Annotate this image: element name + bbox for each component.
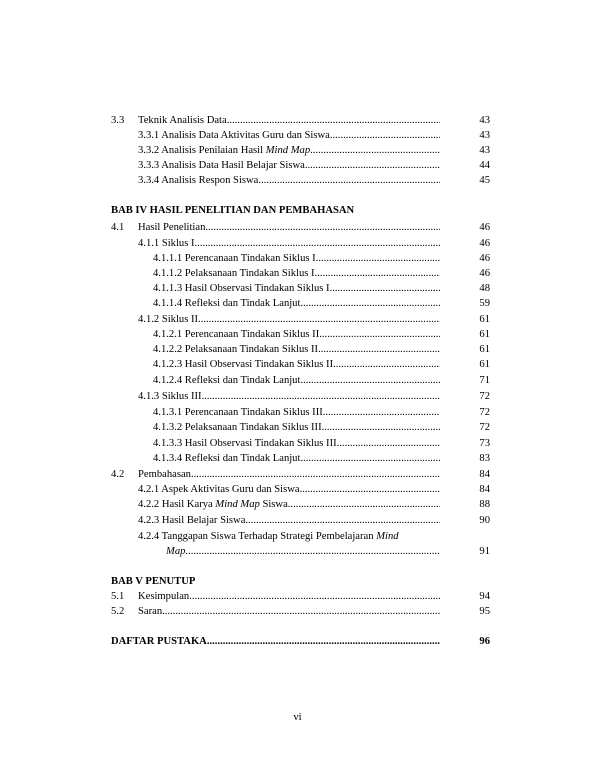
toc-entry-page: 72: [479, 407, 490, 418]
toc-entry-label: 4.1.3.4 Refleksi dan Tindak Lanjut .....: [153, 451, 440, 466]
toc-entry-page: 71: [479, 375, 490, 386]
toc-entry-label: 4.2.3 Hasil Belajar Siswa .....: [138, 513, 440, 528]
toc-entry-label: 4.1.3 Siklus III .....: [138, 389, 440, 404]
toc-entry-page: 48: [479, 283, 490, 294]
toc-entry-number: 5.1: [111, 591, 125, 602]
toc-entry-number: 4.1: [111, 222, 125, 233]
toc-entry-page: 46: [479, 238, 490, 249]
toc-entry-page: 73: [479, 438, 490, 449]
toc-entry-label: 4.1.2.1 Perencanaan Tindakan Siklus II .....: [153, 327, 440, 342]
dot-leader: [162, 604, 440, 619]
toc-entry: [0, 420, 595, 435]
dot-leader: [300, 373, 440, 388]
toc-entry-label: DAFTAR PUSTAKA .....: [111, 634, 440, 649]
toc-entry-label: 4.1.1 Siklus I .....: [138, 236, 440, 251]
toc-entry: [0, 497, 595, 512]
toc-entry-page: 44: [479, 160, 490, 171]
toc-entry: [0, 128, 595, 143]
dot-leader: [185, 544, 440, 559]
toc-entry-page: 84: [479, 469, 490, 480]
toc-entry: [0, 513, 595, 528]
toc-entry-page: 46: [479, 268, 490, 279]
toc-entry-label: 4.1.2.3 Hasil Observasi Tindakan Siklus II .....: [153, 357, 440, 372]
dot-leader: [191, 467, 440, 482]
toc-entry-page: 61: [479, 314, 490, 325]
toc-entry-page: 43: [479, 115, 490, 126]
toc-entry: [0, 529, 595, 544]
dot-leader: [323, 405, 440, 420]
toc-entry: [0, 327, 595, 342]
toc-entry: [0, 373, 595, 388]
toc-entry-page: 72: [479, 422, 490, 433]
page-number-footer: vi: [293, 712, 302, 723]
toc-entry-label: 4.2.4 Tanggapan Siswa Terhadap Strategi Pembelajaran Mind: [138, 531, 399, 542]
dot-leader: [195, 236, 440, 251]
dot-leader: [318, 342, 440, 357]
toc-entry: [0, 220, 595, 235]
toc-entry-label: 3.3.3 Analisis Data Hasil Belajar Siswa .....: [138, 158, 440, 173]
toc-entry-page: 61: [479, 344, 490, 355]
toc-entry-label: Map .....: [166, 544, 440, 559]
dot-leader: [316, 251, 440, 266]
toc-entry: [0, 312, 595, 327]
toc-entry-label: 4.1.1.4 Refleksi dan Tindak Lanjut .....: [153, 296, 440, 311]
toc-entry-label: Teknik Analisis Data .....: [138, 113, 440, 128]
toc-entry: [0, 357, 595, 372]
dot-leader: [300, 296, 440, 311]
toc-entry-page: 61: [479, 329, 490, 340]
toc-entry-page: 46: [479, 222, 490, 233]
toc-entry-label: 4.1.1.2 Pelaksanaan Tindakan Siklus I .....: [153, 266, 440, 281]
toc-entry: [0, 634, 595, 649]
toc-entry-page: 83: [479, 453, 490, 464]
toc-entry-number: 3.3: [111, 115, 125, 126]
toc-entry-label: 4.1.3.3 Hasil Observasi Tindakan Siklus III .....: [153, 436, 440, 451]
toc-entry: [0, 173, 595, 188]
toc-entry: [0, 467, 595, 482]
dot-leader: [205, 220, 440, 235]
toc-entry-label: 4.1.1.3 Hasil Observasi Tindakan Siklus I .....: [153, 281, 440, 296]
toc-entry-label: 4.1.1.1 Perencanaan Tindakan Siklus I .....: [153, 251, 440, 266]
dot-leader: [330, 281, 440, 296]
toc-entry-label: 3.3.4 Analisis Respon Siswa .....: [138, 173, 440, 188]
toc-entry: [0, 544, 595, 559]
toc-entry: [0, 405, 595, 420]
toc-entry-label: 4.2.1 Aspek Aktivitas Guru dan Siswa .....: [138, 482, 440, 497]
toc-entry-label: 4.1.2.2 Pelaksanaan Tindakan Siklus II .....: [153, 342, 440, 357]
toc-entry-page: 43: [479, 130, 490, 141]
toc-entry-label: Pembahasan .....: [138, 467, 440, 482]
toc-entry-label: 4.1.3.2 Pelaksanaan Tindakan Siklus III .....: [153, 420, 440, 435]
dot-leader: [333, 357, 440, 372]
toc-entry: [0, 143, 595, 158]
toc-entry-label: 4.2.2 Hasil Karya Mind Map Siswa .....: [138, 497, 440, 512]
toc-entry: [0, 251, 595, 266]
toc-entry: [0, 482, 595, 497]
dot-leader: [258, 173, 440, 188]
dot-leader: [322, 420, 440, 435]
toc-entry-page: 43: [479, 145, 490, 156]
toc-entry: [0, 236, 595, 251]
toc-entry-label: Kesimpulan .....: [138, 589, 440, 604]
dot-leader: [189, 589, 440, 604]
toc-entry-page: 46: [479, 253, 490, 264]
toc-entry-page: 72: [479, 391, 490, 402]
toc-entry: [0, 158, 595, 173]
toc-entry-number: 5.2: [111, 606, 125, 617]
dot-leader: [202, 389, 440, 404]
toc-entry-page: 90: [479, 515, 490, 526]
toc-entry-page: 45: [479, 175, 490, 186]
chapter-heading: [0, 574, 595, 589]
dot-leader: [198, 312, 440, 327]
toc-entry-page: 94: [479, 591, 490, 602]
dot-leader: [305, 158, 440, 173]
dot-leader: [319, 327, 440, 342]
toc-entry: [0, 389, 595, 404]
toc-entry-label: Saran .....: [138, 604, 440, 619]
dot-leader: [300, 451, 440, 466]
toc-entry-page: 59: [479, 298, 490, 309]
toc-entry-page: 91: [479, 546, 490, 557]
toc-entry: [0, 296, 595, 311]
toc-entry-label: 3.3.2 Analisis Penilaian Hasil Mind Map .....: [138, 143, 440, 158]
toc-entry-page: 95: [479, 606, 490, 617]
toc-entry-label: 3.3.1 Analisis Data Aktivitas Guru dan Siswa .....: [138, 128, 440, 143]
toc-entry: [0, 436, 595, 451]
toc-entry: [0, 589, 595, 604]
toc-entry-page: 88: [479, 499, 490, 510]
dot-leader: [315, 266, 440, 281]
toc-entry-page: 96: [479, 636, 490, 647]
dot-leader: [288, 497, 440, 512]
toc-entry-page: 61: [479, 359, 490, 370]
dot-leader: [227, 113, 440, 128]
dot-leader: [310, 143, 440, 158]
toc-entry: [0, 604, 595, 619]
toc-entry: [0, 281, 595, 296]
toc-entry: [0, 451, 595, 466]
toc-entry: [0, 342, 595, 357]
toc-entry-label: 4.1.2 Siklus II .....: [138, 312, 440, 327]
toc-entry: [0, 266, 595, 281]
chapter-heading-text: BAB IV HASIL PENELITIAN DAN PEMBAHASAN: [111, 205, 355, 216]
dot-leader: [330, 128, 440, 143]
toc-entry-label: 4.1.2.4 Refleksi dan Tindak Lanjut .....: [153, 373, 440, 388]
dot-leader: [337, 436, 440, 451]
dot-leader: [245, 513, 440, 528]
dot-leader: [300, 482, 440, 497]
chapter-heading: [0, 203, 595, 218]
toc-entry-label: 4.1.3.1 Perencanaan Tindakan Siklus III .....: [153, 405, 440, 420]
toc-entry-number: 4.2: [111, 469, 125, 480]
chapter-heading-text: BAB V PENUTUP: [111, 576, 196, 587]
toc-entry-label: Hasil Penelitian .....: [138, 220, 440, 235]
dot-leader: [207, 634, 440, 649]
toc-entry-page: 84: [479, 484, 490, 495]
toc-entry: [0, 113, 595, 128]
